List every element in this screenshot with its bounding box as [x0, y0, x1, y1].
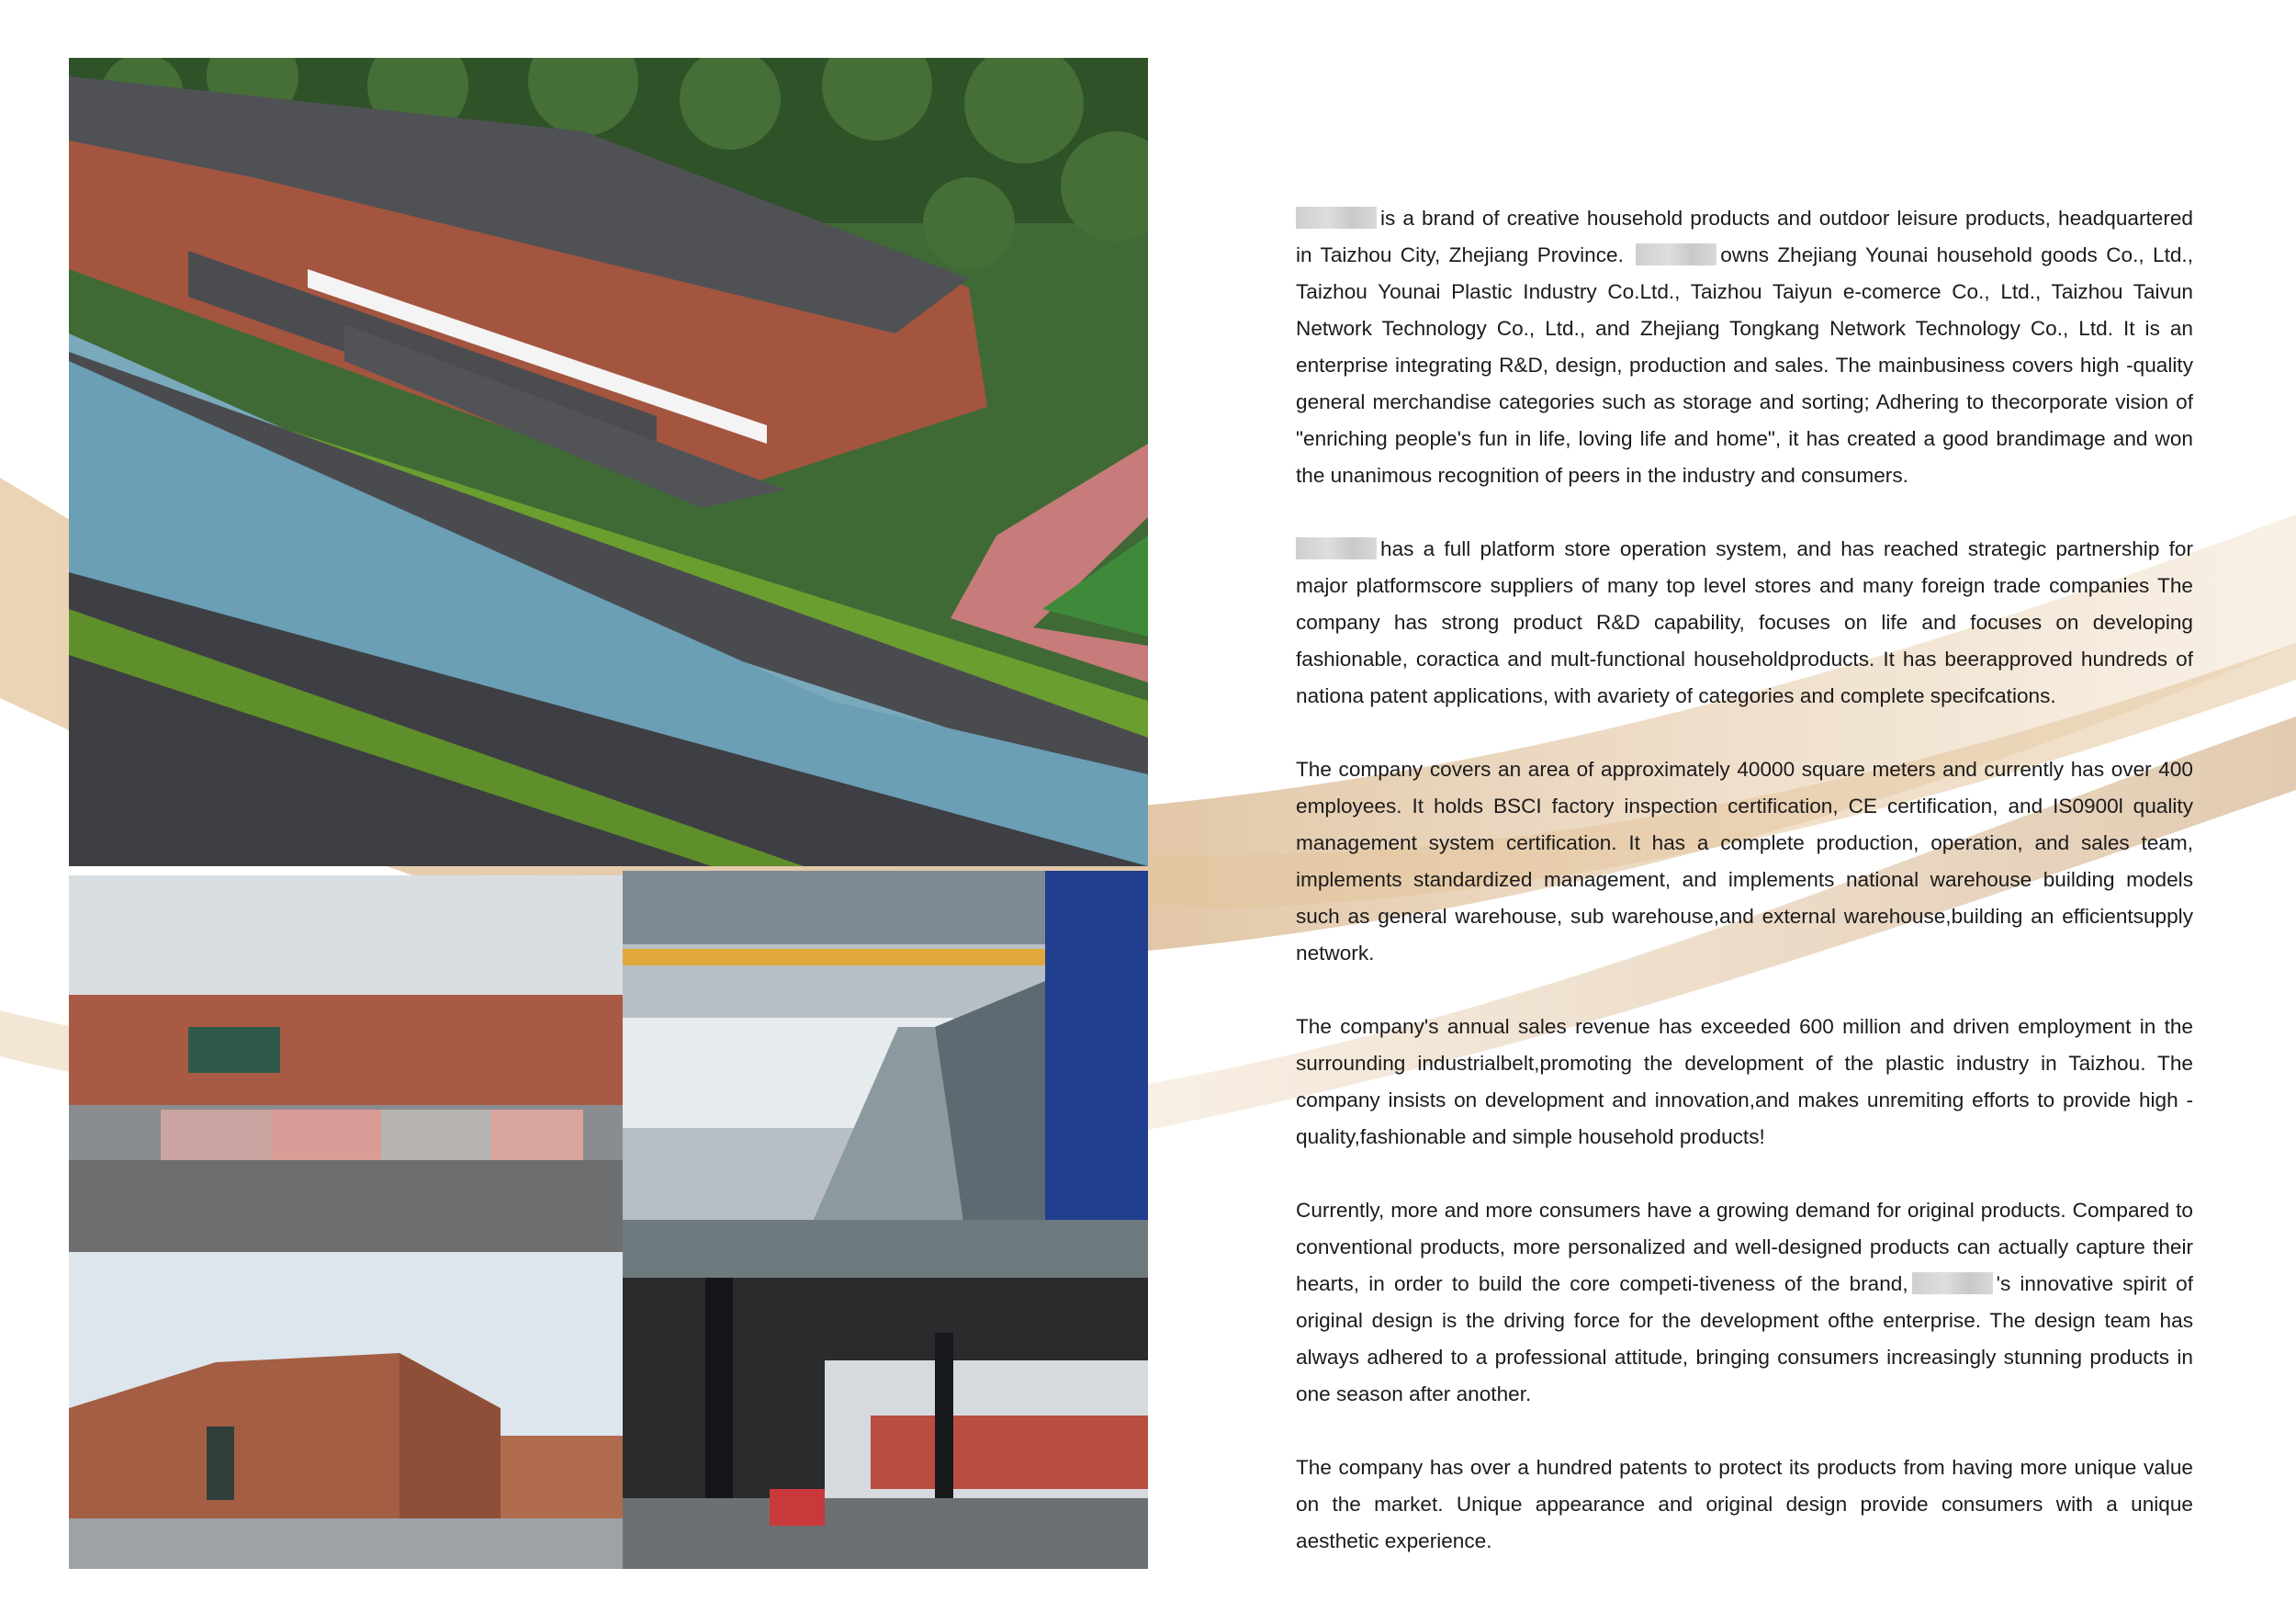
warehouse-loading-photo [623, 1278, 1148, 1569]
building-corner-photo [69, 1252, 623, 1569]
paragraph-company-scale: The company covers an area of approximately 40000 square meters and currently has over 400 employees. It holds BSCI factory inspection certification, CE certification, and IS0900l quality management system certification. It has a complete production, operation, and sales team, implements standardized management, and implements national warehouse building models such as general warehouse, sub warehouse,and external warehouse,building an efficientsupply network. [1296, 758, 2193, 964]
paragraph-patents: The company has over a hundred patents to protect its products from having more unique value on the market. Unique appearance and original design provide consumers with a unique aesthetic experience. [1296, 1456, 2193, 1552]
paragraph-platform-system: has a full platform store operation system, and has reached strategic partnership for major platformscore suppliers of many top level stores and many foreign trade companies The company has strong product R&D capability, focuses on life and focuses on developing fashionable, coractica and mult-functional householdproducts. It has beerapproved hundreds of nationa patent applications, with avariety of categories and complete specifcations. [1296, 537, 2193, 707]
paragraph-original-design: Currently, more and more consumers have a growing demand for original products. Compared to conventional products, more personalized and well-designed products can actually capture their hearts, in order to build the core competi-tiveness of the brand, 's innovative spirit of original design is the driving force for the development ofthe enterprise. The design team has always adhered to a professional attitude, bringing consumers increasingly stunning products in one season after another. [1296, 1199, 2193, 1405]
aerial-factory-photo [69, 58, 1148, 866]
redacted-brand-name [1296, 537, 1377, 559]
redacted-brand-name [1636, 243, 1716, 265]
paragraph-brand-intro: is a brand of creative household products and outdoor leisure products, headquartered in Taizhou City, Zhejiang Province. owns Zhejiang Younai household goods Co., Ltd., Taizhou Younai Plastic Industry Co.Ltd., Taizhou Taiyun e-comerce Co., Ltd., Taizhou Taivun Network Technology Co., Ltd., and Zhejiang Tongkang Network Technology Co., Ltd. It is an enterprise integrating R&D, design, production and sales. The mainbusiness covers high -quality general merchandise categories such as storage and sorting; Adhering to thecorporate vision of "enriching people's fun in life, loving life and home", it has created a good brandimage and won the unanimous recognition of peers in the industry and consumers. [1296, 207, 2193, 487]
redacted-brand-name [1296, 207, 1377, 229]
photo-collage [69, 58, 1148, 1569]
paragraph-sales-revenue: The company's annual sales revenue has exceeded 600 million and driven employment in the surrounding industrialbelt,promoting the development of the plastic industry in Taizhou. The company insists on development and innovation,and makes unremiting efforts to provide high -quality,fashionable and simple household products! [1296, 1015, 2193, 1148]
company-profile-text [1296, 200, 2193, 1596]
redacted-brand-name [1912, 1272, 1993, 1294]
factory-front-photo [69, 875, 623, 1252]
workshop-interior-photo [623, 871, 1148, 1278]
